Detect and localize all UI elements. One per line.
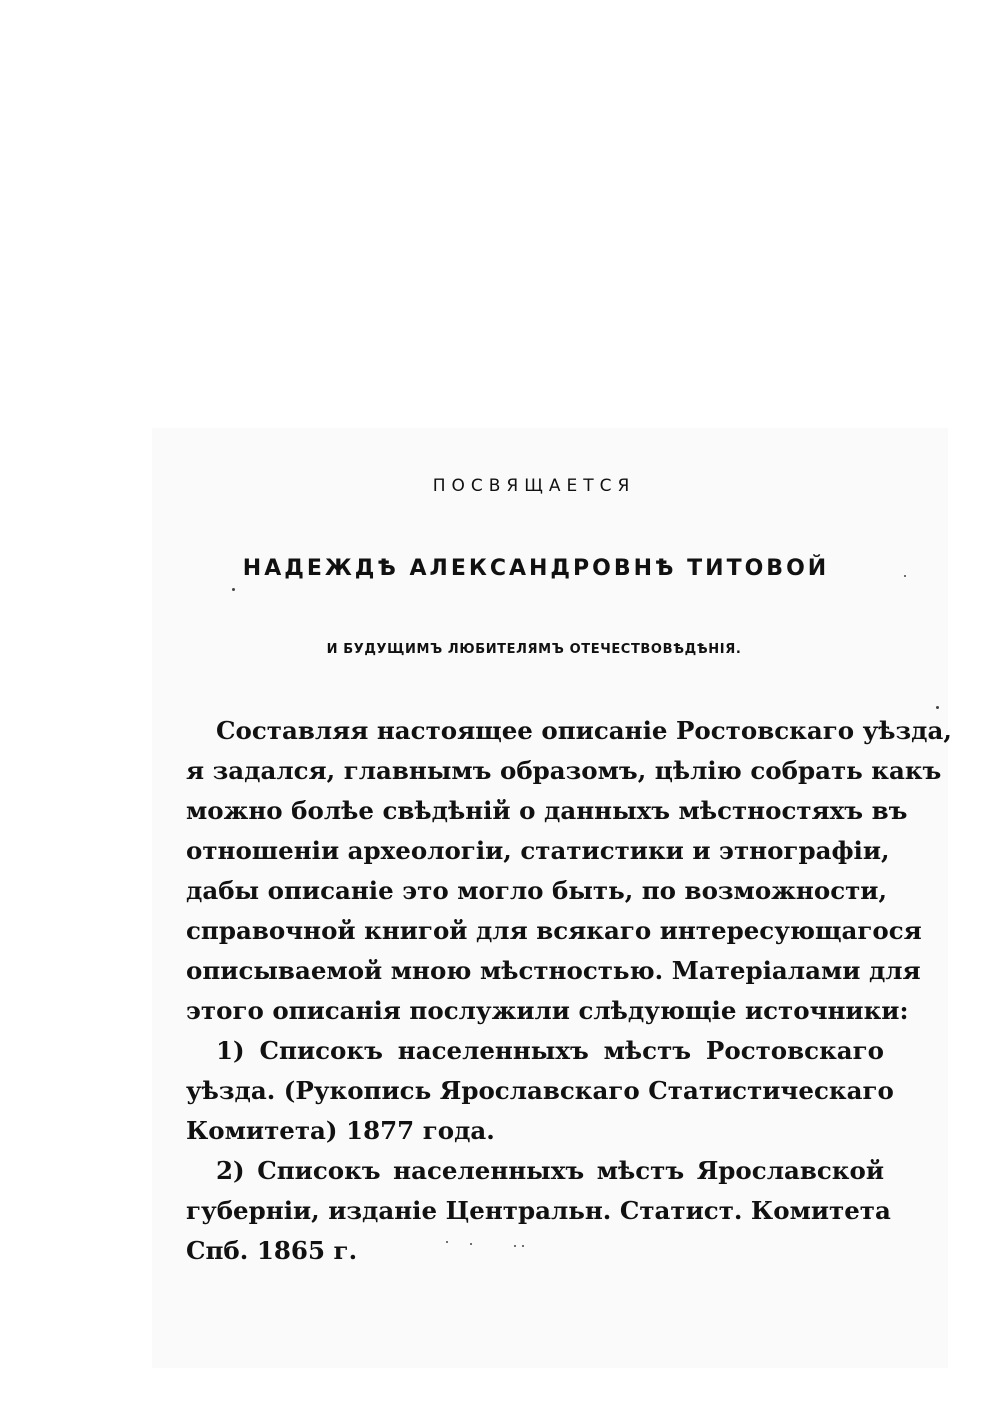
body-line-5: дабы описаніе это могло быть, по возможности, xyxy=(186,876,887,905)
scan-speck xyxy=(232,588,235,591)
scan-speck xyxy=(446,1241,448,1243)
body-line-2: я задался, главнымъ образомъ, цѣлію собрать какъ xyxy=(186,756,942,785)
body-line-11: Комитета) 1877 года. xyxy=(186,1116,495,1145)
body-line-7: описываемой мною мѣстностью. Матеріалами для xyxy=(186,956,921,985)
body-line-13: губерніи, изданіе Центральн. Статист. Комитета xyxy=(186,1196,891,1225)
body-line-10: уѣзда. (Рукопись Ярославскаго Статистическаго xyxy=(186,1076,894,1105)
scan-speck xyxy=(904,575,906,577)
body-line-6: справочной книгой для всякаго интересующагося xyxy=(186,916,922,945)
scan-speck xyxy=(470,1243,472,1245)
body-line-8: этого описанія послужили слѣдующіе источники: xyxy=(186,996,909,1025)
scan-speck xyxy=(514,1245,516,1247)
body-line-14: Спб. 1865 г. xyxy=(186,1236,358,1265)
body-line-4: отношеніи археологіи, статистики и этнографіи, xyxy=(186,836,890,865)
body-line-3: можно болѣе свѣдѣній о данныхъ мѣстностяхъ въ xyxy=(186,796,908,825)
scan-speck xyxy=(522,1245,524,1247)
dedication-line: И БУДУЩИМЪ ЛЮБИТЕЛЯМЪ ОТЕЧЕСТВОВѢДѢНІЯ. xyxy=(326,642,742,657)
body-line-1: Составляя настоящее описаніе Ростовскаго уѣзда, xyxy=(216,716,952,745)
dedication-name: НАДЕЖДѢ АЛЕКСАНДРОВНѢ ТИТОВОЙ xyxy=(242,556,830,581)
dedication-label: ПОСВЯЩАЕТСЯ xyxy=(432,476,636,496)
scan-speck xyxy=(936,706,939,709)
body-line-12: 2) Списокъ населенныхъ мѣстъ Ярославской xyxy=(216,1156,884,1185)
body-line-9: 1) Списокъ населенныхъ мѣстъ Ростовскаго xyxy=(216,1036,884,1065)
